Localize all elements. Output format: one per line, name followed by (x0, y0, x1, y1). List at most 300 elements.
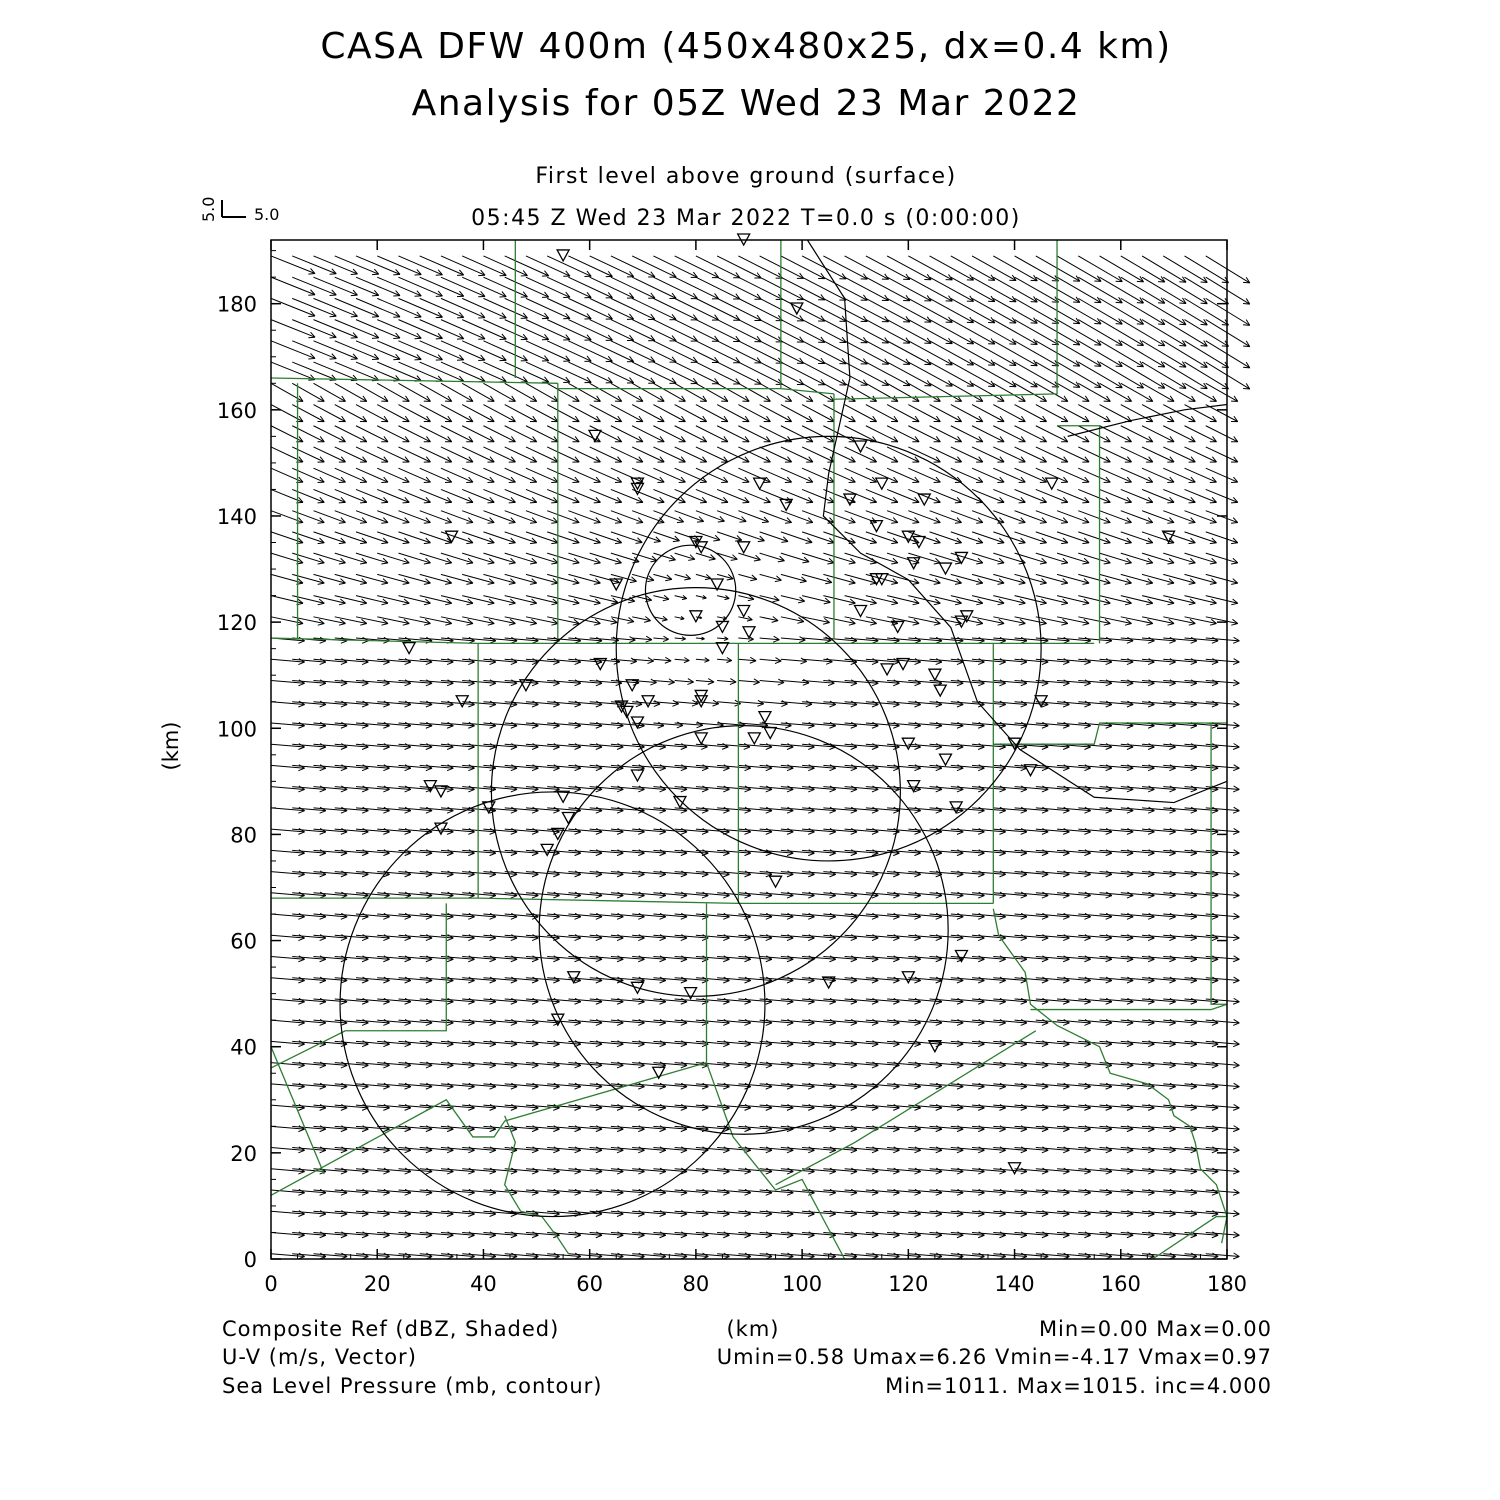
wind-vector (505, 320, 549, 340)
station-marker (435, 823, 447, 834)
county-boundary (1030, 1004, 1227, 1009)
wind-vector (526, 362, 570, 382)
y-tick-label: 40 (230, 1035, 257, 1060)
wind-vector (781, 553, 809, 563)
wind-vector (462, 298, 506, 318)
station-marker (1009, 1163, 1021, 1174)
wind-vector (845, 277, 889, 300)
wind-vector (823, 362, 867, 385)
y-tick-label: 100 (216, 717, 257, 742)
x-tick-label: 180 (1206, 1272, 1248, 1296)
wind-vector (356, 298, 400, 317)
station-marker (855, 606, 867, 617)
wind-vector (590, 341, 634, 362)
wind-vector (760, 320, 804, 343)
wind-vector (590, 256, 634, 277)
wind-vector (462, 383, 494, 401)
wind-vectors (271, 256, 1250, 1259)
station-marker (950, 802, 962, 813)
wind-vector (908, 341, 952, 365)
wind-vector (568, 256, 612, 277)
wind-vector (505, 426, 537, 442)
wind-vector (717, 277, 761, 299)
wind-vector (781, 383, 813, 401)
footer-right-2: Umin=0.58 Umax=6.26 Vmin=-4.17 Vmax=0.97 (716, 1345, 1272, 1369)
wind-vector (738, 405, 770, 422)
wind-vector (441, 362, 485, 382)
y-tick-label: 60 (230, 929, 257, 954)
wind-vector (483, 256, 527, 276)
title-line-2: Analysis for 05Z Wed 23 Mar 2022 (411, 83, 1081, 124)
wind-vector (356, 341, 400, 360)
wind-vector (483, 341, 527, 361)
station-marker (748, 733, 760, 744)
wind-vector (781, 277, 825, 300)
wind-vector (908, 277, 952, 301)
station-marker (1046, 478, 1058, 489)
wind-vector (398, 362, 442, 381)
wind-vector (590, 596, 618, 604)
slp-contour (1068, 405, 1227, 437)
wind-vector (590, 362, 634, 383)
station-marker (902, 738, 914, 749)
wind-vector (738, 256, 782, 278)
wind-vector (483, 383, 515, 401)
wind-vector (398, 405, 430, 422)
wind-vector (696, 553, 716, 560)
wind-vector (356, 426, 388, 442)
wind-vector (717, 679, 736, 685)
wind-vector (313, 341, 357, 360)
wind-vector (866, 362, 910, 386)
wind-vector (738, 636, 753, 641)
station-marker (695, 733, 707, 744)
wind-vector (590, 277, 634, 298)
wind-vector (951, 277, 995, 301)
wind-vector (760, 256, 804, 279)
y-tick-label: 0 (243, 1248, 257, 1272)
footer-right-3: Min=1011. Max=1015. inc=4.000 (885, 1374, 1272, 1398)
wind-vector (292, 277, 336, 295)
wind-vector (441, 256, 485, 276)
y-tick-label: 140 (216, 504, 257, 529)
wind-vector (675, 277, 719, 299)
wind-vector (675, 595, 687, 599)
wind-vector (526, 383, 558, 401)
wind-vector (738, 320, 782, 342)
wind-vector (866, 298, 910, 322)
wind-vector (993, 426, 1025, 442)
wind-vector (568, 405, 600, 422)
wind-vector (505, 405, 537, 422)
wind-vector (908, 256, 952, 280)
wind-vector (441, 320, 485, 340)
wind-vector (972, 426, 1004, 442)
wind-vector (611, 405, 643, 422)
wind-vector (356, 277, 400, 296)
wind-vector (696, 405, 728, 422)
wind-vector (526, 405, 558, 422)
station-marker (403, 643, 415, 654)
wind-vector (993, 383, 1025, 401)
station-marker (716, 621, 728, 632)
wind-vector (653, 426, 685, 442)
wind-vector (1206, 468, 1238, 482)
station-marker (855, 441, 867, 452)
wind-vector (908, 383, 940, 401)
wind-vector (951, 426, 983, 442)
wind-vector (908, 405, 940, 422)
x-tick-label: 40 (470, 1272, 497, 1296)
x-tick-label: 160 (1100, 1272, 1141, 1296)
wind-vector (1015, 426, 1047, 442)
wind-vector (823, 277, 867, 300)
wind-vector (526, 341, 570, 361)
subtitle-level: First level above ground (surface) (535, 164, 957, 189)
wind-vector (653, 320, 697, 342)
wind-vector (951, 256, 995, 280)
wind-vector (313, 405, 345, 422)
wind-vector (1015, 383, 1047, 401)
wind-vector (483, 320, 527, 340)
wind-vector (930, 256, 974, 280)
station-marker (568, 972, 580, 983)
station-marker (908, 781, 920, 792)
wind-vector (696, 256, 740, 278)
wind-vector (568, 298, 612, 319)
wind-vector (271, 298, 315, 316)
wind-vector (717, 320, 761, 342)
wind-vector (802, 256, 846, 279)
wind-vector (1206, 532, 1238, 544)
station-marker (631, 717, 643, 728)
wind-vector (908, 320, 952, 344)
wind-vector (781, 298, 825, 321)
wind-vector (866, 320, 910, 344)
wind-vector (1206, 553, 1238, 564)
x-tick-label: 0 (264, 1272, 278, 1296)
wind-vector (951, 298, 995, 322)
wind-vector (483, 362, 527, 382)
wind-vector (526, 298, 570, 318)
wind-vector (738, 362, 782, 384)
wind-vector (717, 658, 732, 663)
wind-vector (441, 383, 473, 401)
wind-vector (760, 277, 804, 300)
wind-vector (1206, 596, 1238, 605)
wind-vector (1185, 426, 1217, 442)
wind-vector (611, 341, 655, 362)
station-marker (844, 494, 856, 505)
wind-vector (335, 405, 367, 422)
wind-vector (675, 658, 690, 663)
wind-vector (717, 532, 742, 541)
wind-vector (335, 320, 379, 339)
wind-vector (696, 320, 740, 342)
wind-vector (972, 320, 1016, 345)
wind-vector (738, 532, 764, 542)
x-tick-label: 60 (576, 1272, 604, 1296)
wind-vector (760, 679, 784, 685)
wind-vector (675, 405, 707, 422)
axis-ticks (217, 240, 1247, 1296)
wind-vector (547, 362, 591, 383)
wind-vector (972, 277, 1016, 302)
wind-vector (505, 277, 549, 297)
station-marker (929, 669, 941, 680)
wind-vector (675, 637, 686, 641)
station-marker (456, 696, 468, 707)
wind-vector (441, 277, 485, 297)
wind-vector (462, 405, 494, 422)
wind-vector (632, 405, 664, 422)
title-line-1: CASA DFW 400m (450x480x25, dx=0.4 km) (320, 26, 1172, 67)
wind-vector (675, 383, 707, 401)
subtitle-time: 05:45 Z Wed 23 Mar 2022 T=0.0 s (0:00:00) (471, 206, 1021, 231)
wind-vector (1185, 256, 1229, 283)
wind-vector (611, 320, 655, 341)
wind-vector (420, 362, 464, 381)
wind-vector (738, 574, 756, 580)
station-marker (934, 685, 946, 696)
wind-vector (653, 679, 674, 685)
wind-vector (590, 617, 617, 624)
wind-vector (547, 320, 591, 341)
wind-vector (887, 341, 931, 365)
wind-vector (547, 277, 591, 298)
wind-vector (781, 320, 825, 343)
wind-vector (313, 256, 357, 275)
wind-vector (802, 341, 846, 364)
wind-vector (930, 383, 962, 401)
wind-vector (335, 383, 367, 401)
wind-vector (1206, 447, 1238, 462)
wind-vector (632, 383, 664, 401)
wind-vector (738, 700, 763, 706)
wind-vector (887, 320, 931, 344)
wind-vector (547, 256, 591, 277)
wind-vector (696, 362, 740, 384)
wind-vector (845, 298, 889, 321)
wind-vector (738, 553, 760, 561)
wind-vector (738, 426, 770, 442)
wind-vector (781, 617, 804, 623)
wind-vector (1036, 383, 1068, 401)
wind-vector (738, 595, 753, 600)
wind-vector (632, 636, 652, 642)
wind-vector (972, 298, 1016, 323)
wind-vector (760, 553, 785, 562)
wind-vector (653, 405, 685, 422)
wind-vector (590, 405, 622, 422)
station-marker (738, 542, 750, 553)
wind-vector (420, 383, 452, 401)
wind-vector (653, 341, 697, 363)
wind-vector (547, 405, 579, 422)
wind-vector (760, 362, 804, 385)
wind-vector (1121, 426, 1153, 442)
wind-vector (653, 277, 697, 299)
wind-vector (313, 383, 345, 401)
wind-vector (781, 596, 805, 603)
wind-vector (1078, 426, 1110, 442)
wind-vector (738, 657, 756, 663)
county-boundary (1153, 1217, 1227, 1259)
wind-vector (292, 298, 336, 316)
wind-vector (675, 256, 719, 278)
wind-vector (335, 277, 379, 296)
wind-vector (675, 341, 719, 363)
wind-vector (717, 637, 728, 641)
wind-vector (271, 277, 315, 295)
station-marker (940, 754, 952, 765)
wind-vector (420, 256, 464, 275)
wind-vector (377, 298, 421, 317)
wind-vector (377, 277, 421, 296)
wind-vector (717, 405, 749, 422)
wind-vector (377, 426, 409, 442)
wind-vector (271, 320, 315, 338)
wind-vector (760, 426, 792, 442)
wind-vector (1142, 256, 1186, 282)
wind-vector (887, 298, 931, 322)
wind-vector (568, 362, 612, 383)
wind-vector (441, 405, 473, 422)
wind-vector (547, 383, 579, 401)
wind-vector (675, 574, 691, 580)
wind-vector (1036, 405, 1068, 422)
wind-vector (632, 298, 676, 319)
wind-vector (1206, 383, 1238, 401)
station-marker (876, 478, 888, 489)
wind-vector (1100, 383, 1132, 401)
wind-vector (313, 320, 357, 339)
wind-vector (887, 362, 931, 386)
wind-vector (441, 426, 473, 442)
wind-vector (696, 679, 714, 685)
wind-vector (441, 298, 485, 318)
wind-vector (738, 298, 782, 320)
wind-vector (611, 298, 655, 319)
wind-vector (887, 383, 919, 401)
station-marker (716, 643, 728, 654)
x-tick-label: 80 (682, 1272, 710, 1296)
y-tick-label: 80 (230, 823, 257, 848)
wind-vector (951, 405, 983, 422)
wind-vector (568, 277, 612, 298)
wind-vector (462, 426, 494, 442)
wind-vector (675, 616, 684, 619)
wind-vector (335, 298, 379, 317)
wind-vector (866, 426, 898, 442)
wind-vector (632, 341, 676, 362)
wind-vector (930, 362, 974, 386)
wind-vector (696, 341, 740, 363)
wind-vector (738, 679, 759, 685)
wind-vector (611, 256, 655, 277)
wind-vector (738, 383, 770, 401)
wind-vector (526, 277, 570, 297)
wind-vector (462, 256, 506, 276)
wind-vector (632, 362, 676, 383)
wind-vector (972, 256, 1016, 281)
wind-vector (505, 298, 549, 318)
wind-vector (738, 341, 782, 363)
wind-vector (845, 256, 889, 279)
station-marker (674, 797, 686, 808)
wind-vector (1185, 405, 1217, 422)
station-marker (557, 250, 569, 261)
wind-vector (420, 341, 464, 360)
wind-vector (1185, 383, 1217, 401)
vector-key-u-label: 5.0 (254, 205, 280, 224)
wind-vector (866, 256, 910, 280)
county-boundary (271, 378, 558, 383)
wind-vector (505, 256, 549, 276)
wind-vector (356, 320, 400, 339)
wind-vector (547, 341, 591, 362)
wind-vector (1078, 405, 1110, 422)
y-tick-label: 160 (216, 398, 257, 423)
wind-vector (1163, 426, 1195, 442)
wind-vector (632, 320, 676, 341)
wind-vector (802, 320, 846, 343)
wind-vector (930, 341, 974, 365)
wind-vector (951, 362, 995, 386)
wind-vector (802, 405, 834, 422)
wind-vector (866, 277, 910, 301)
wind-vector (760, 298, 804, 321)
wind-vector (483, 277, 527, 297)
wind-vector (632, 277, 676, 298)
county-boundary (271, 1063, 845, 1259)
wind-vector (675, 298, 719, 320)
wind-vector (908, 362, 952, 386)
wind-vector (335, 256, 379, 275)
wind-vector (696, 383, 728, 401)
wind-vector (377, 405, 409, 422)
wind-vector (845, 426, 877, 442)
wind-vector (696, 595, 706, 599)
wind-vector (972, 341, 1016, 366)
wind-vector (1163, 383, 1195, 401)
wind-vector (760, 405, 792, 422)
x-tick-label: 100 (782, 1272, 823, 1296)
wind-vector (356, 405, 388, 422)
wind-vector (951, 383, 983, 401)
wind-vector (483, 426, 515, 442)
footer-center-km: (km) (726, 1317, 780, 1341)
wind-vector (653, 383, 685, 401)
wind-vector (866, 405, 898, 422)
wind-vector (483, 298, 527, 318)
wind-vector (568, 383, 600, 401)
county-boundary (271, 898, 993, 903)
wind-vector (653, 574, 671, 580)
wind-vector (908, 298, 952, 322)
wind-vector (441, 341, 485, 361)
wind-vector (675, 426, 707, 442)
station-marker (690, 611, 702, 622)
station-marker (642, 696, 654, 707)
wind-vector (335, 426, 367, 442)
wind-vector (611, 383, 643, 401)
wind-vector (462, 341, 506, 361)
wind-vector (675, 320, 719, 342)
wind-vector (505, 383, 537, 401)
wind-vector (930, 277, 974, 301)
wind-vector (845, 341, 889, 364)
